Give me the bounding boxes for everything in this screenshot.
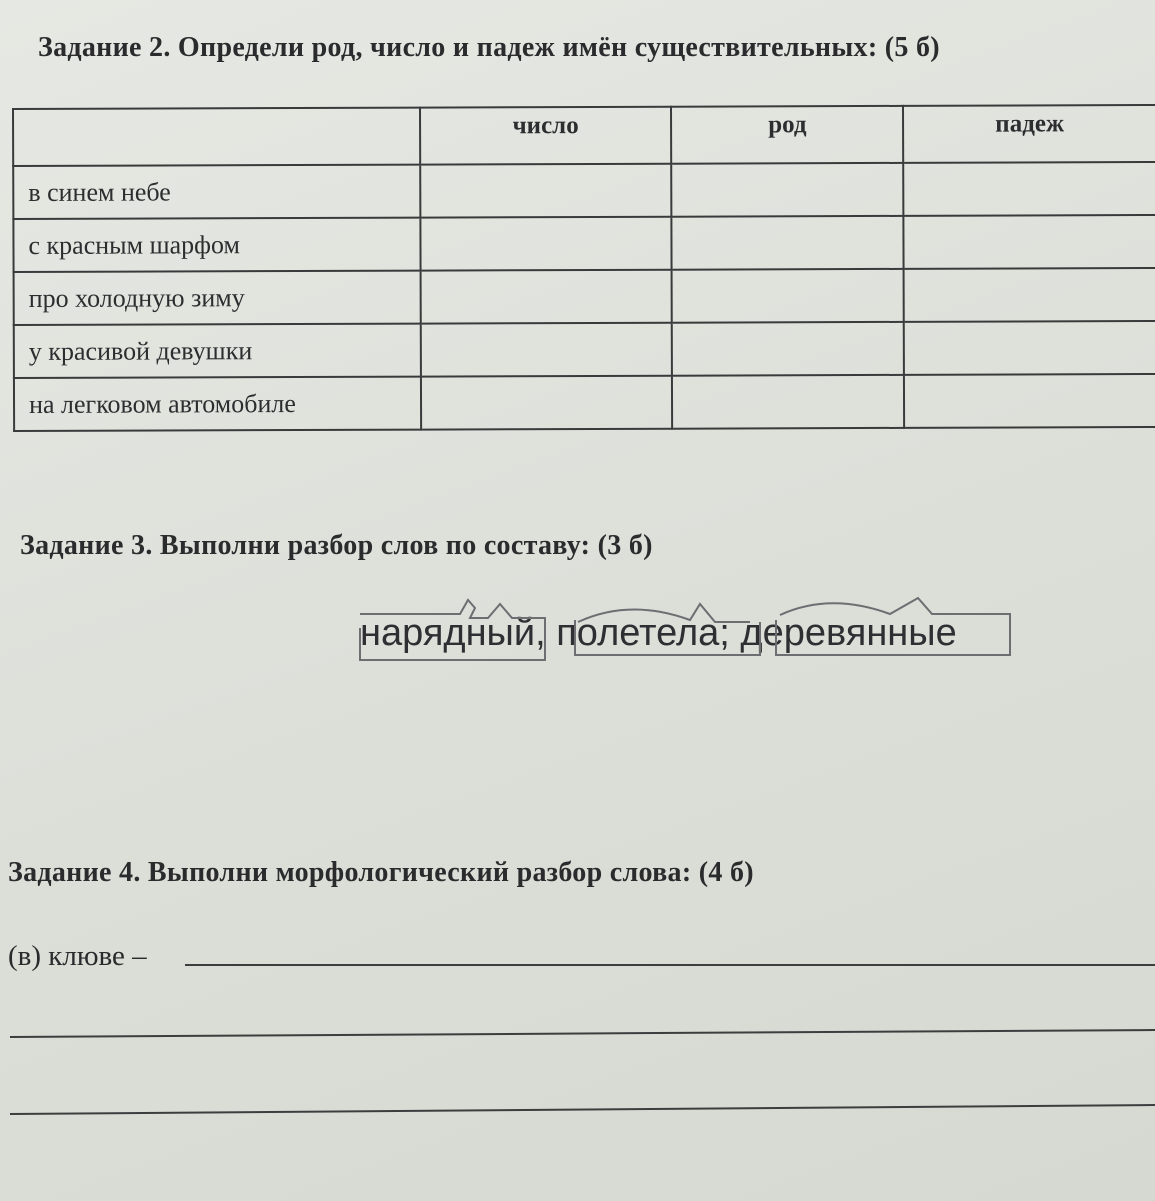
root-arc-mark (360, 600, 545, 660)
phrase-cell: на легковом автомобиле (14, 377, 421, 431)
task2-title: Задание 2. Определи род, число и падеж имён существительных: (5 б) (38, 32, 940, 63)
header-gender: род (671, 106, 903, 164)
phrase-cell: с красным шарфом (13, 218, 420, 272)
phrase-cell: в синем небе (13, 165, 420, 219)
morpheme-words: нарядный, полетела; деревянные (360, 612, 957, 654)
task4-title: Задание 4. Выполни морфологический разбор слова: (4 б) (8, 857, 754, 888)
answer-line-1[interactable] (185, 964, 1155, 966)
ending-box-mark (575, 620, 760, 655)
header-number: число (420, 107, 672, 165)
root-arc-mark (578, 604, 750, 622)
phrase-cell: у красивой девушки (14, 324, 421, 378)
task3-title: Задание 3. Выполни разбор слов по составу: (3 б) (20, 530, 653, 561)
root-arc-mark (776, 598, 1010, 655)
header-case: падеж (903, 105, 1155, 163)
phrase-cell: про холодную зиму (14, 271, 421, 325)
morph-prompt: (в) клюве – (8, 940, 147, 972)
